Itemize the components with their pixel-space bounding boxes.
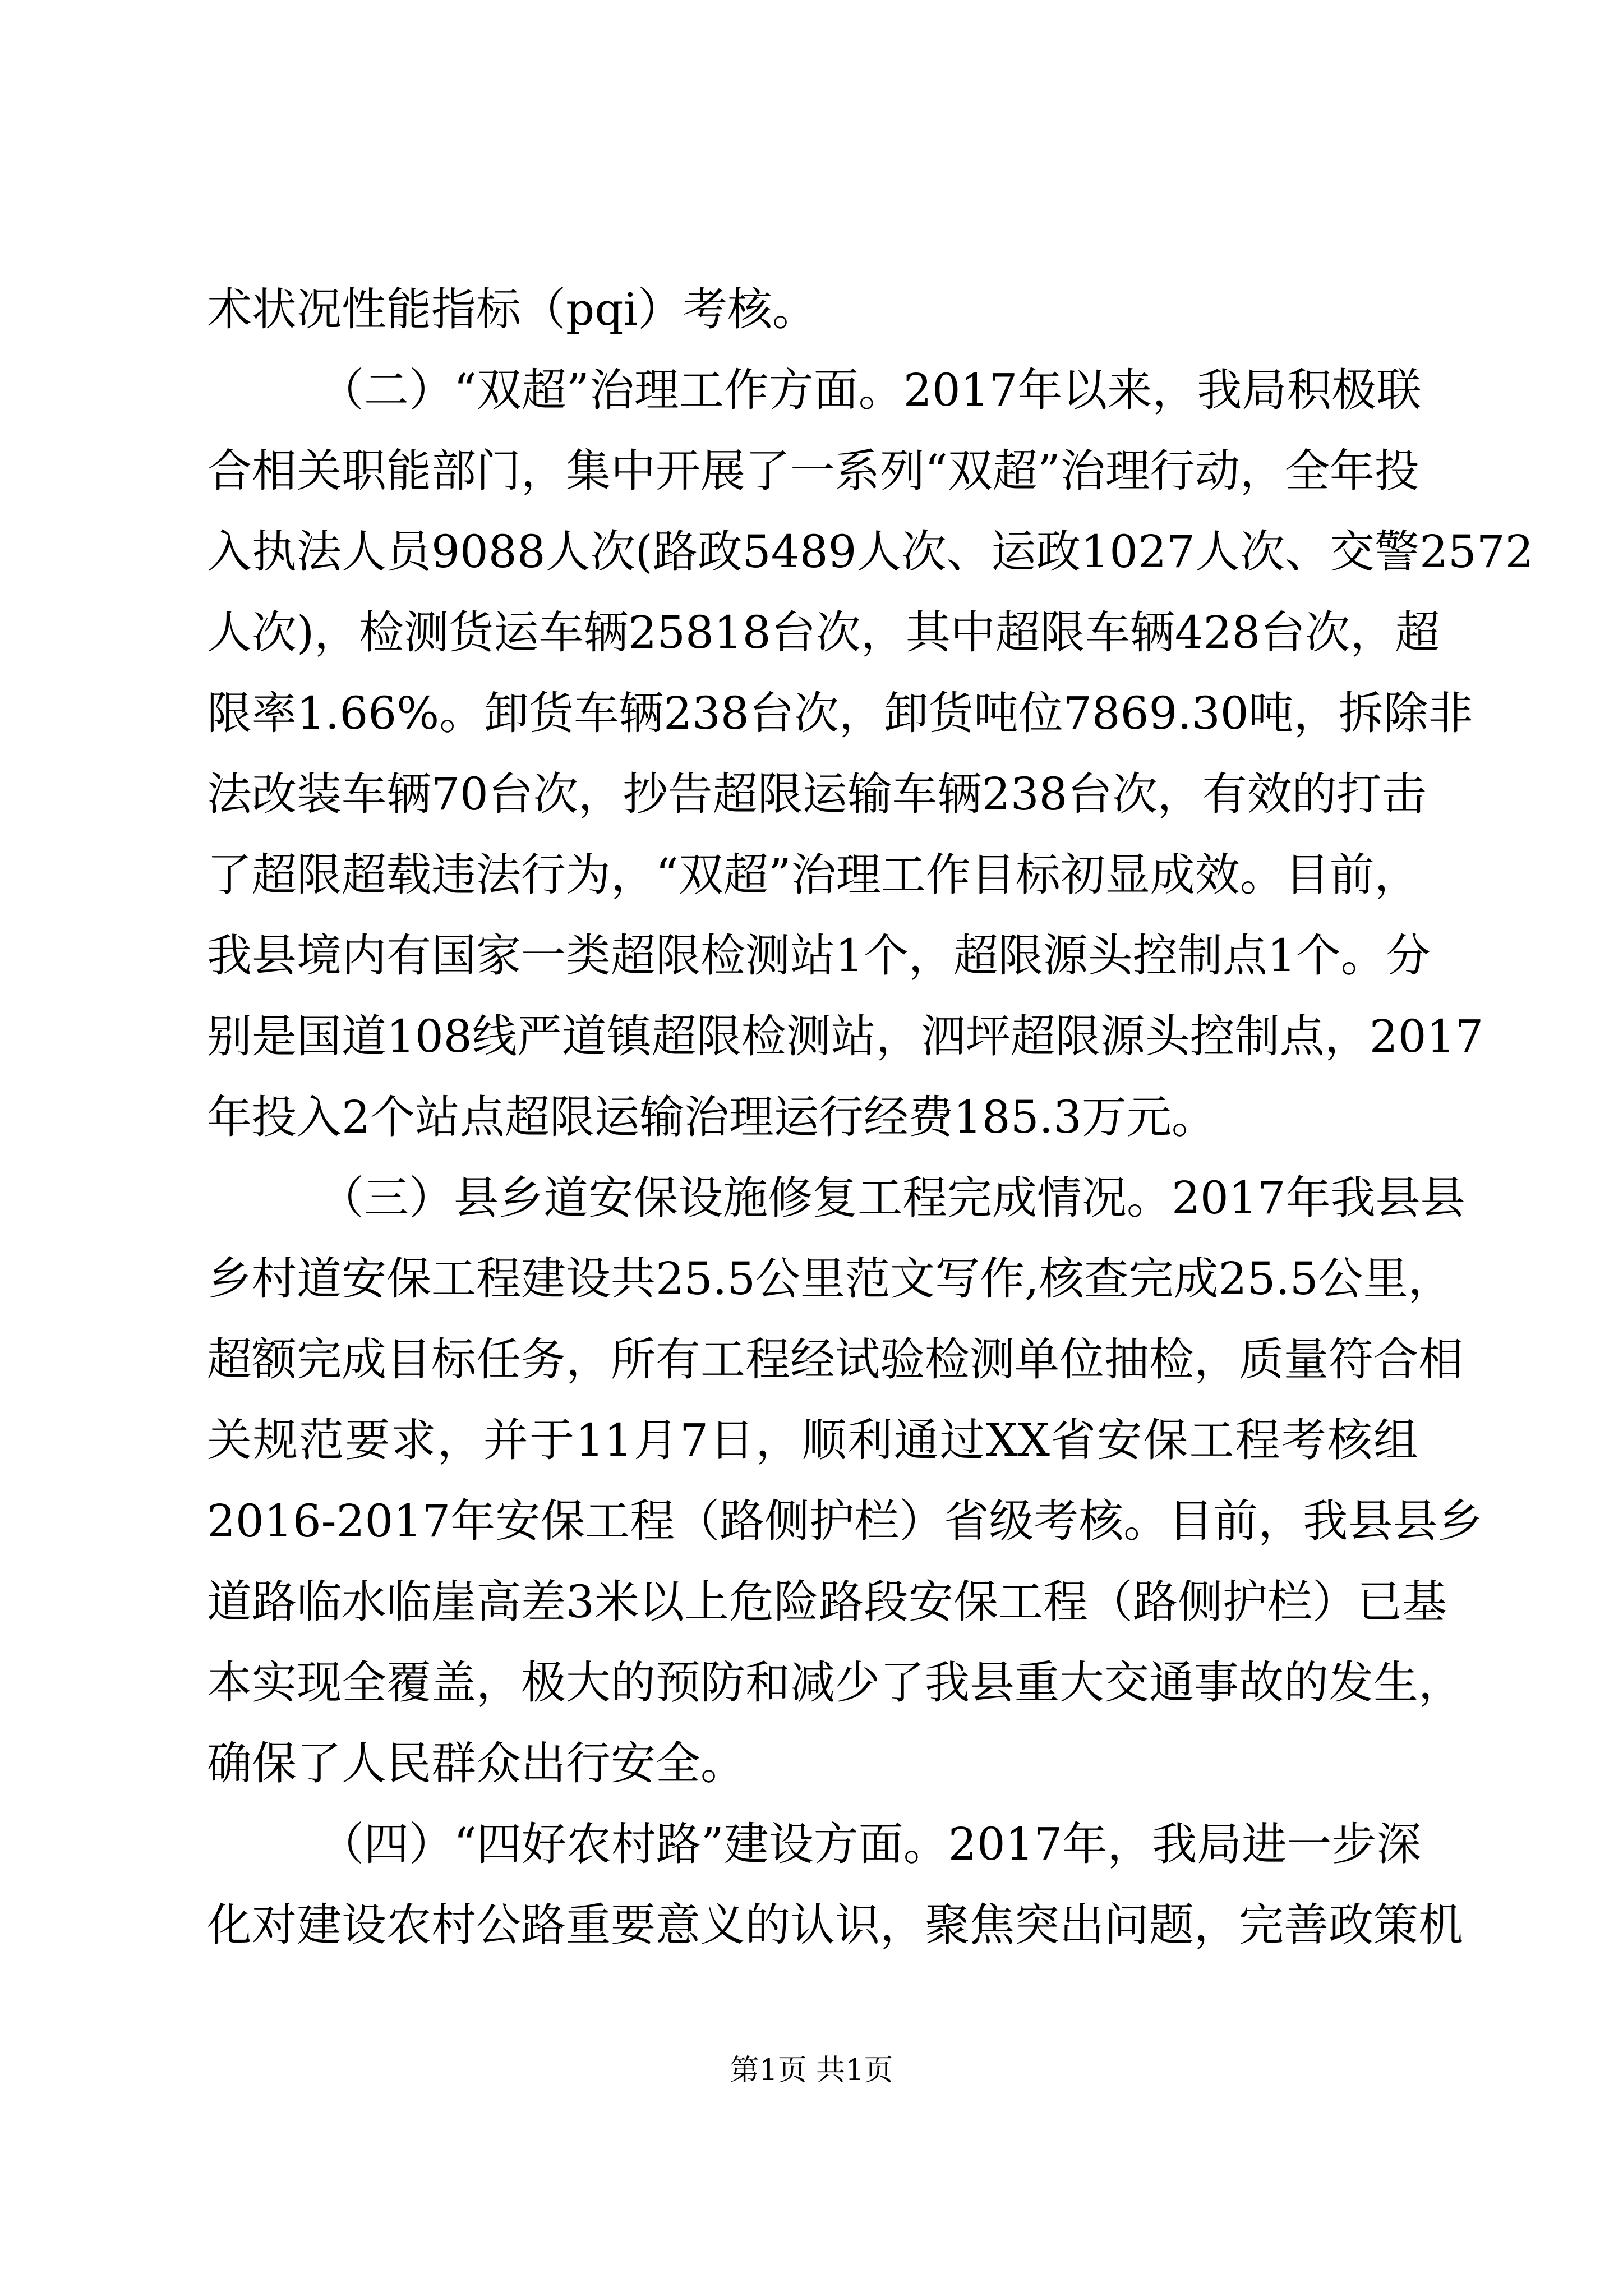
text-line: （四）“四好农村路”建设方面。2017年，我局进一步深 [319, 1818, 1422, 1870]
paragraph-4 [207, 1804, 1463, 1966]
text-line: 法改装车辆70台次，抄告超限运输车辆238台次，有效的打击 [207, 768, 1427, 820]
document-body [207, 269, 1534, 1966]
text-line: 入执法人员9088人次(路政5489人次、运政1027人次、交警2572 [207, 526, 1534, 578]
text-line: 道路临水临崖高差3米以上危险路段安保工程（路侧护栏）已基 [207, 1576, 1447, 1628]
text-line: 确保了人民群众出行安全。 [207, 1737, 745, 1789]
text-line: 2016-2017年安保工程（路侧护栏）省级考核。目前，我县县乡 [207, 1495, 1483, 1547]
text-line: 合相关职能部门，集中开展了一系列“双超”治理行动，全年投 [207, 445, 1419, 497]
text-line: 超额完成目标任务，所有工程经试验检测单位抽检，质量符合相 [207, 1333, 1463, 1386]
text-line: 关规范要求，并于11月7日，顺利通过XX省安保工程考核组 [207, 1414, 1418, 1466]
text-line: 年投入2个站点超限运输治理运行经费185.3万元。 [207, 1091, 1216, 1143]
text-line: 人次)，检测货运车辆25818台次，其中超限车辆428台次，超 [207, 606, 1440, 659]
text-line: 限率1.66%。卸货车辆238台次，卸货吨位7869.30吨，拆除非 [207, 687, 1473, 739]
text-line: （三）县乡道安保设施修复工程完成情况。2017年我县县 [319, 1172, 1465, 1224]
paragraph-2 [207, 350, 1534, 1158]
text-line: 我县境内有国家一类超限检测站1个，超限源头控制点1个。分 [207, 930, 1431, 982]
text-line: （二）“双超”治理工作方面。2017年以来，我局积极联 [319, 364, 1422, 416]
page-number-label: 第1页 共1页 [730, 2054, 893, 2087]
text-line: 了超限超载违法行为，“双超”治理工作目标初显成效。目前， [207, 849, 1419, 901]
paragraph-3 [207, 1158, 1483, 1804]
text-line: 别是国道108线严道镇超限检测站，泗坪超限源头控制点，2017 [207, 1010, 1484, 1062]
text-line: 术状况性能指标（pqi）考核。 [207, 283, 818, 335]
text-line: 化对建设农村公路重要意义的认识，聚焦突出问题，完善政策机 [207, 1899, 1463, 1951]
text-line: 本实现全覆盖，极大的预防和减少了我县重大交通事故的发生， [207, 1657, 1463, 1709]
page-footer [0, 2051, 1623, 2090]
text-line: 乡村道安保工程建设共25.5公里范文写作,核查完成25.5公里， [207, 1253, 1453, 1305]
paragraph-1 [207, 269, 1418, 350]
